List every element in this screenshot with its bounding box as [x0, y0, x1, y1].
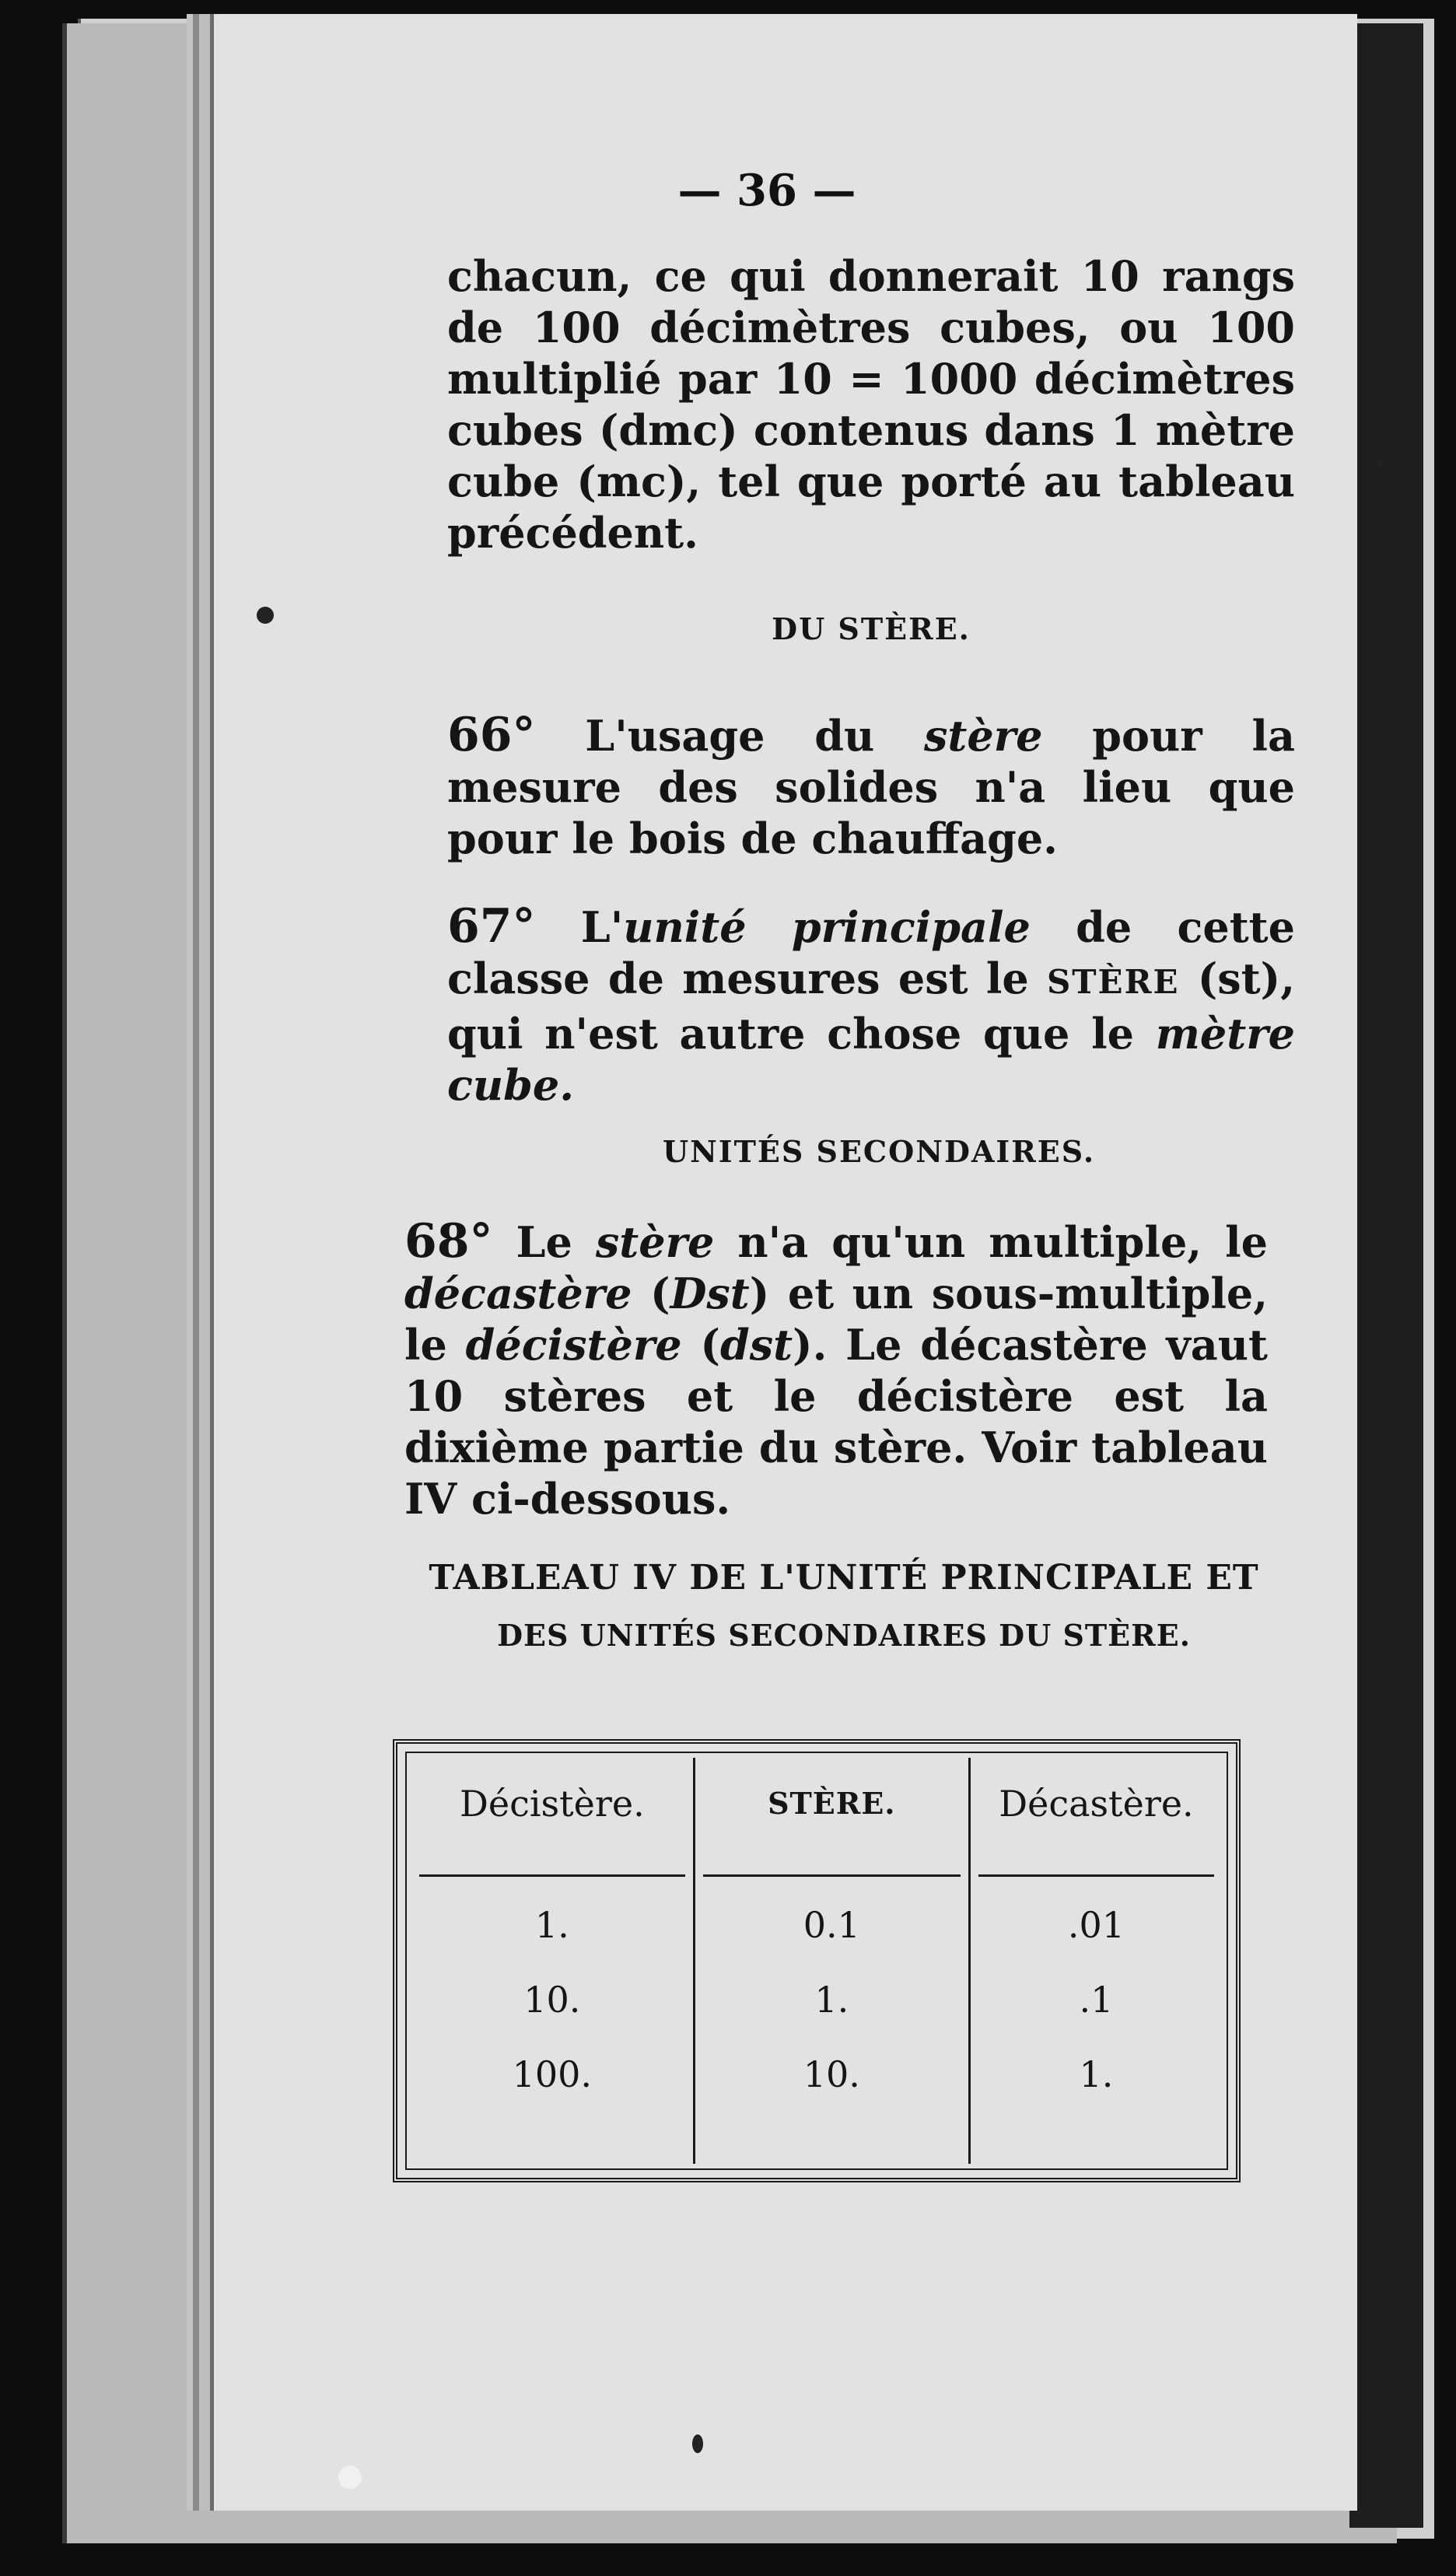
paragraph-text: ( — [681, 1320, 720, 1370]
paragraph-text: n'a qu'un multiple, le — [714, 1217, 1268, 1267]
ink-speck — [257, 607, 274, 624]
binding-shadow — [1349, 23, 1423, 2528]
paragraph-66 — [447, 709, 1295, 864]
table-caption-line-1: TABLEAU IV DE L'UNITÉ PRINCIPALE ET — [429, 1558, 1259, 1598]
paragraph-68 — [404, 1216, 1268, 1524]
paragraph-text: (st), qui n'est autre chose que le — [447, 954, 1296, 1059]
table-cell: .1 — [1079, 1979, 1114, 2021]
table-cell: 1. — [814, 1979, 849, 2021]
table-column-stere — [695, 1758, 971, 2164]
paragraph-text: Le — [492, 1217, 596, 1267]
paragraph-italic: décastère — [404, 1269, 632, 1318]
table-caption-line-2: DES UNITÉS SECONDAIRES DU STÈRE. — [497, 1618, 1191, 1653]
paragraph-italic: unité principale — [623, 902, 1031, 952]
paragraph-italic: Dst — [670, 1269, 750, 1318]
section-heading-units: UNITÉS SECONDAIRES. — [662, 1134, 1096, 1169]
table-header-cell: Décastère. — [978, 1758, 1214, 1877]
paragraph-number: 66° — [447, 708, 536, 762]
table-cell: 100. — [512, 2053, 593, 2095]
ink-speck — [338, 2466, 362, 2489]
paragraph-text: L' — [535, 902, 624, 952]
paragraph-67 — [447, 901, 1295, 1111]
paragraph-text: pour la mesure des solides n'a lieu que pour le bois de chauffage. — [447, 711, 1296, 863]
table-header-cell: STÈRE. — [703, 1758, 961, 1877]
paragraph-text: ( — [632, 1269, 670, 1318]
paragraph-italic: dst — [719, 1320, 793, 1370]
table-column-decistere — [411, 1758, 695, 2164]
paragraph-number: 67° — [447, 899, 536, 954]
units-table — [393, 1739, 1241, 2182]
table-cell: 10. — [803, 2053, 860, 2095]
units-table-grid — [411, 1758, 1222, 2164]
paragraph-italic: stère — [595, 1217, 715, 1267]
paragraph-italic: décistère — [465, 1320, 682, 1370]
ink-speck — [1377, 459, 1384, 467]
paragraph-text: ) et un sous-multiple, le — [404, 1269, 1268, 1370]
table-cell: .01 — [1067, 1904, 1125, 1946]
table-cell: 0.1 — [803, 1904, 860, 1946]
table-cell: 1. — [534, 1904, 569, 1946]
paragraph-continuation: chacun, ce qui donnerait 10 rangs de 100 décimètres cubes, ou 100 multiplié par 10 = 1000 décimètres cubes (dmc) contenus dans 1 mètre cube (mc), tel que porté au tableau précédent. — [447, 251, 1295, 558]
page-number: — 36 — — [677, 165, 856, 216]
paragraph-italic: mètre cube. — [447, 1009, 1295, 1110]
table-column-decastere — [971, 1758, 1222, 2164]
table-cell: 10. — [523, 1979, 581, 2021]
paragraph-italic: stère — [924, 711, 1043, 761]
table-cell: 1. — [1079, 2053, 1114, 2095]
ink-speck — [692, 2434, 703, 2453]
table-header-cell: Décistère. — [419, 1758, 685, 1877]
paragraph-text: de cette classe de mesures est le — [447, 902, 1295, 1003]
paragraph-smallcaps: STÈRE — [1046, 963, 1180, 1001]
paragraph-text: L'usage du — [535, 711, 925, 761]
section-heading-stere: DU STÈRE. — [772, 611, 971, 646]
paragraph-text: ). Le décastère vaut 10 stères et le décistère est la dixième partie du stère. Voir tableau IV ci-dessous. — [404, 1320, 1269, 1524]
paragraph-number: 68° — [404, 1214, 493, 1269]
